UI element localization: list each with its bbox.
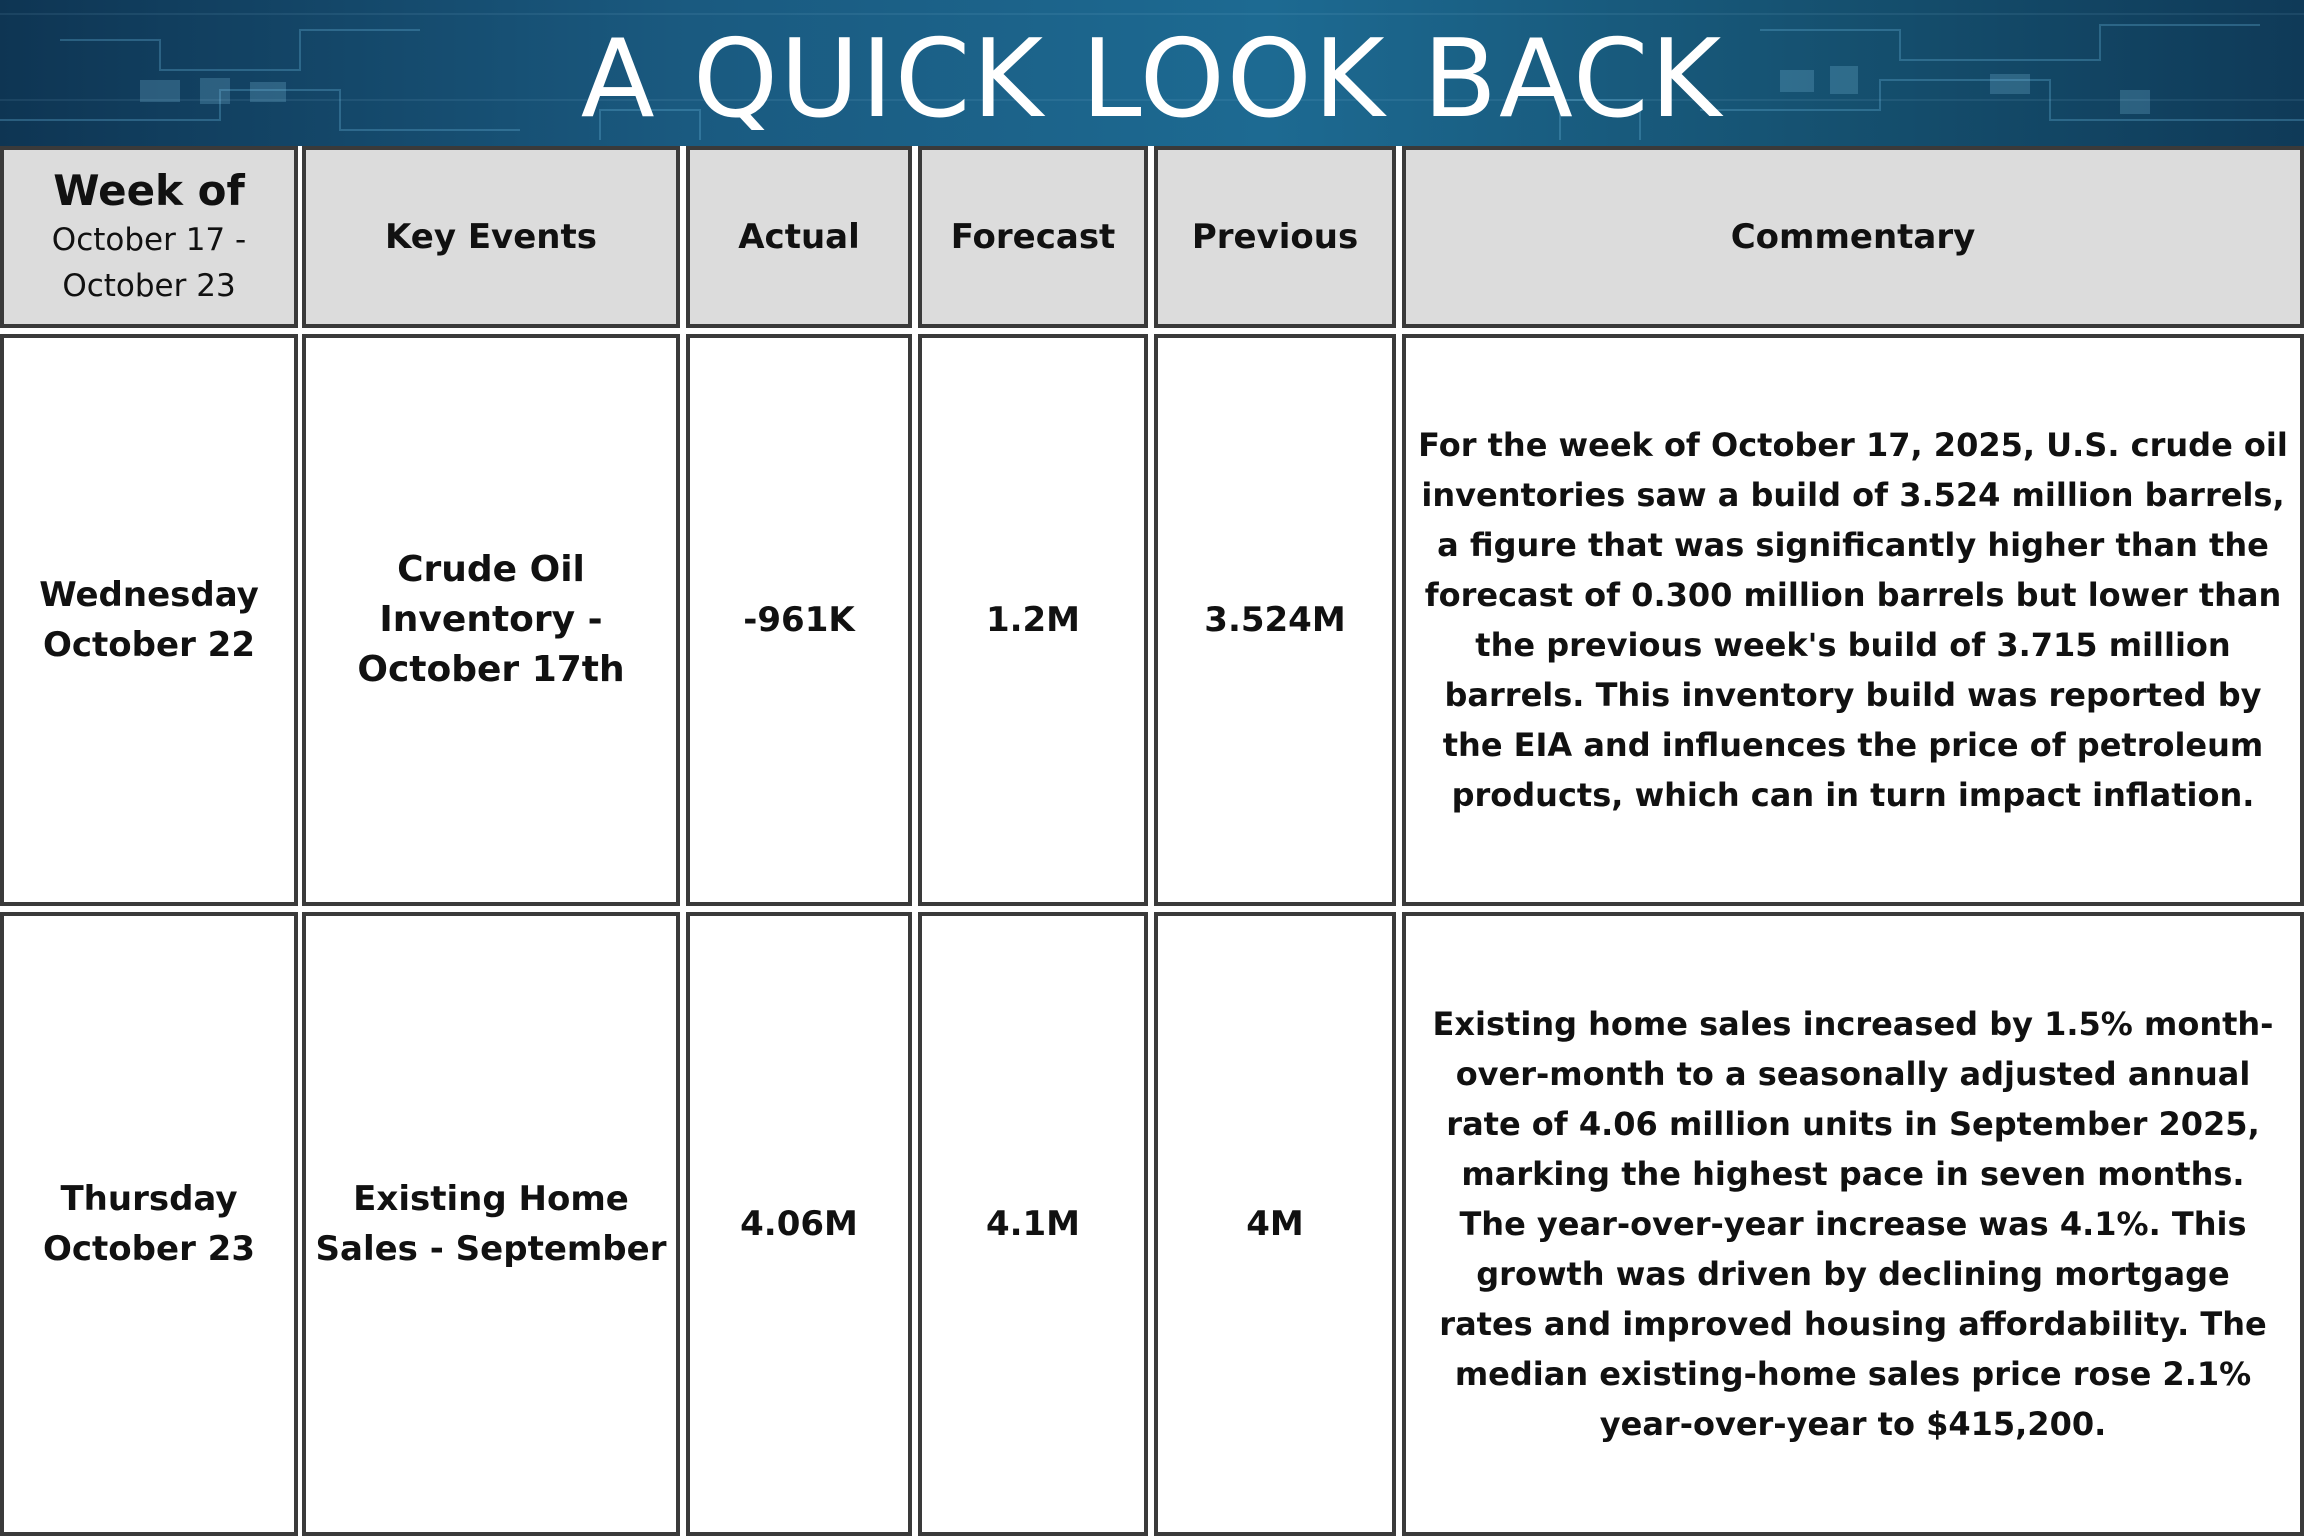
commentary-line: forecast of 0.300 million barrels but lower than (1424, 576, 2282, 614)
table-row-1-commentary (1402, 334, 2304, 906)
row-1-event-line: Inventory - (379, 599, 603, 640)
commentary-line: inventories saw a build of 3.524 million barrels, (1421, 476, 2285, 514)
header-week-cell (0, 146, 298, 328)
title-banner (0, 0, 2304, 146)
table-row-2-event (302, 912, 680, 1536)
commentary-line: growth was driven by declining mortgage (1476, 1255, 2230, 1293)
commentary-line: The year-over-year increase was 4.1%. This (1459, 1205, 2247, 1243)
table-row-1-previous: 3.524M (1154, 334, 1396, 906)
table-row-2-commentary (1402, 912, 2304, 1536)
commentary-line: the EIA and influences the price of petroleum (1442, 726, 2264, 764)
table-row-2-actual: 4.06M (686, 912, 912, 1536)
commentary-line: over-month to a seasonally adjusted annual (1455, 1055, 2251, 1093)
header-previous: Previous (1154, 146, 1396, 328)
table-row-1-date (0, 334, 298, 906)
commentary-line: barrels. This inventory build was reported by (1444, 676, 2262, 714)
week-label: Week of (53, 166, 245, 215)
commentary-line: a figure that was significantly higher than the (1437, 526, 2269, 564)
header-commentary: Commentary (1402, 146, 2304, 328)
table-row-1-event (302, 334, 680, 906)
row-2-day: Thursday (60, 1179, 238, 1219)
page-title: A QUICK LOOK BACK (580, 17, 1724, 142)
table-row-2-date (0, 912, 298, 1536)
commentary-line: rates and improved housing affordability. The (1439, 1305, 2267, 1343)
commentary-line: marking the highest pace in seven months. (1461, 1155, 2245, 1193)
table-row-1-forecast: 1.2M (918, 334, 1148, 906)
commentary-line: Existing home sales increased by 1.5% month- (1432, 1005, 2274, 1043)
table-row-1-actual: -961K (686, 334, 912, 906)
table-row-2-forecast: 4.1M (918, 912, 1148, 1536)
row-2-event-line: Existing Home (353, 1179, 629, 1219)
week-range-end: October 23 (62, 268, 236, 304)
commentary-line: For the week of October 17, 2025, U.S. crude oil (1418, 426, 2288, 464)
commentary-line: year-over-year to $415,200. (1599, 1405, 2107, 1443)
events-table (0, 146, 2304, 1536)
row-2-event-line: Sales - September (315, 1229, 667, 1269)
row-1-date: October 22 (43, 625, 255, 665)
commentary-line: the previous week's build of 3.715 million (1475, 626, 2231, 664)
header-actual: Actual (686, 146, 912, 328)
commentary-line: median existing-home sales price rose 2.1% (1454, 1355, 2252, 1393)
commentary-line: products, which can in turn impact inflation. (1451, 776, 2255, 814)
row-1-day: Wednesday (39, 575, 259, 615)
table-row-2-previous: 4M (1154, 912, 1396, 1536)
row-1-event-line: Crude Oil (397, 549, 585, 590)
row-2-date: October 23 (43, 1229, 255, 1269)
header-forecast: Forecast (918, 146, 1148, 328)
commentary-line: rate of 4.06 million units in September 2025, (1446, 1105, 2260, 1143)
row-1-event-line: October 17th (357, 649, 625, 690)
header-key-events: Key Events (302, 146, 680, 328)
week-range-start: October 17 - (51, 222, 247, 258)
